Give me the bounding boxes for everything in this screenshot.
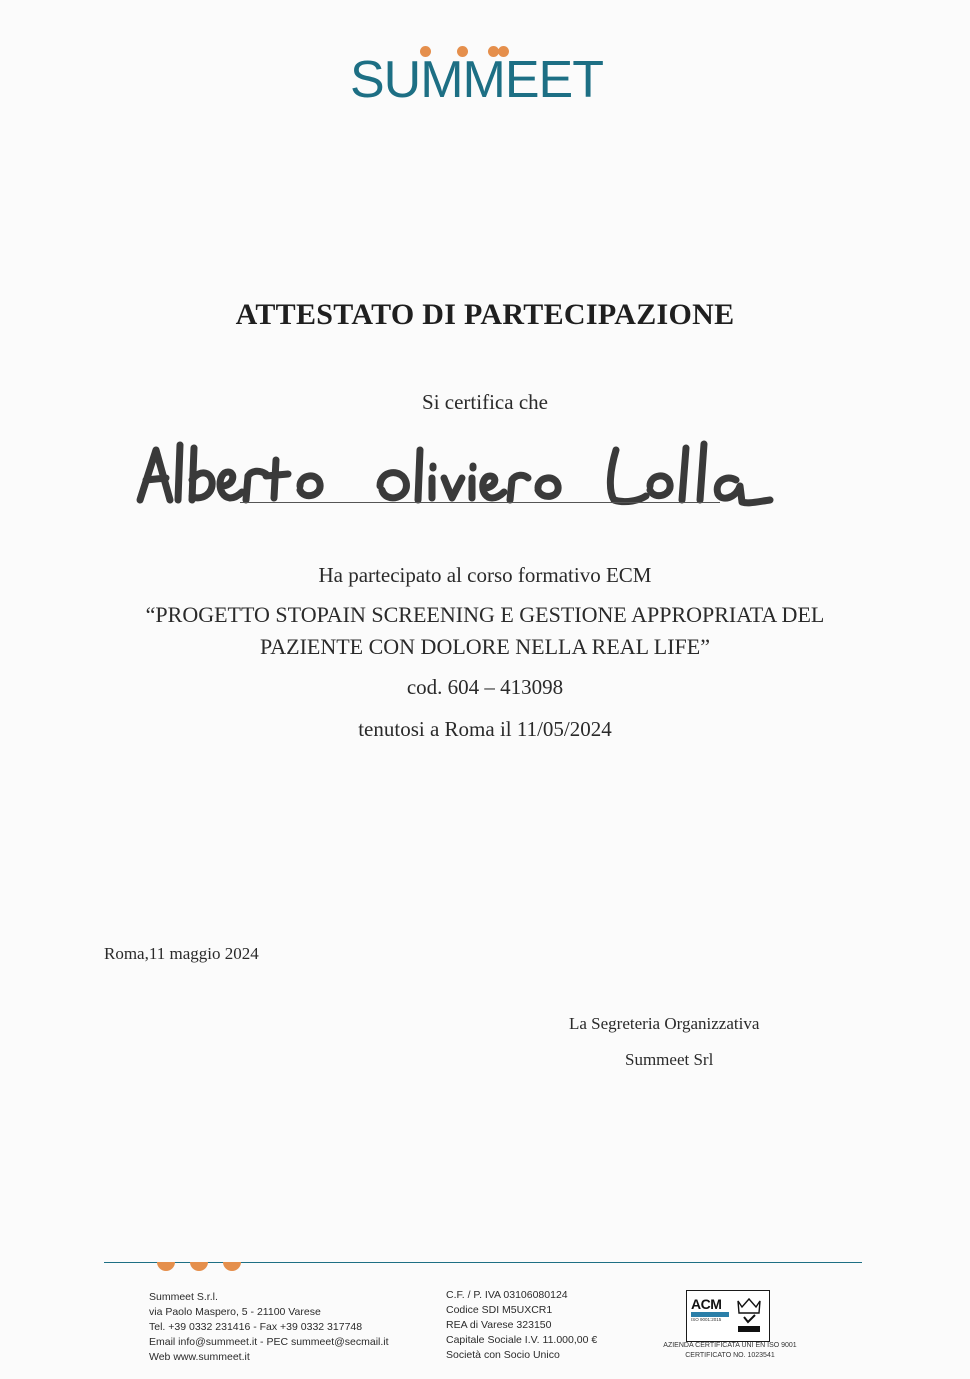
footer-rea: REA di Varese 323150 [446,1319,552,1331]
acm-iso-text: ISO 9001:2015 [691,1317,722,1322]
participation-text: Ha partecipato al corso formativo ECM [318,563,652,587]
logo-wordmark: SUMMEET [350,51,603,109]
footer-dot [157,1262,175,1271]
footer-email: Email info@summeet.it - PEC summeet@secmail.it [149,1336,389,1348]
course-code: cod. 604 – 413098 [406,675,564,699]
footer-sdi: Codice SDI M5UXCR1 [446,1304,553,1316]
footer-legal-info [446,1288,597,1363]
secretariat-label: La Segreteria Organizzativa [569,1014,760,1033]
ukas-crown-icon [735,1295,763,1335]
certificate-title: ATTESTATO DI PARTECIPAZIONE [235,298,735,331]
footer-web: Web www.summeet.it [149,1351,250,1363]
footer-company-name: Summeet S.r.l. [149,1291,218,1303]
footer-dot [223,1262,241,1271]
cert-caption-line1: AZIENDA CERTIFICATA UNI EN ISO 9001 [663,1342,797,1349]
footer-address: via Paolo Maspero, 5 - 21100 Varese [149,1306,321,1318]
footer-phone: Tel. +39 0332 231416 - Fax +39 0332 317748 [149,1321,363,1333]
company-signature-label: Summeet Srl [625,1050,714,1069]
summeet-logo [340,40,620,110]
place-date: Roma,11 maggio 2024 [104,944,259,963]
course-title-line2: PAZIENTE CON DOLORE NELLA REAL LIFE” [260,634,710,659]
certification-caption [650,1341,810,1361]
acm-text: ACM [691,1296,722,1312]
footer-vat: C.F. / P. IVA 03106080124 [446,1289,568,1301]
cert-caption-line2: CERTIFICATO NO. 1023541 [685,1352,775,1359]
footer-capital: Capitale Sociale I.V. 11.000,00 € [446,1334,598,1346]
name-underline [240,502,720,503]
handwritten-participant-name [130,420,790,520]
footer-divider [104,1262,862,1263]
footer-sole-shareholder: Società con Socio Unico [446,1349,560,1361]
acm-badge [691,1297,731,1327]
held-text: tenutosi a Roma il 11/05/2024 [358,717,612,741]
course-title-line1: “PROGETTO STOPAIN SCREENING E GESTIONE APPROPRIATA DEL [145,602,825,627]
footer-dot [190,1262,208,1271]
certification-logo [686,1290,770,1342]
certifies-text: Si certifica che [422,390,548,414]
footer-company-info [149,1290,389,1365]
